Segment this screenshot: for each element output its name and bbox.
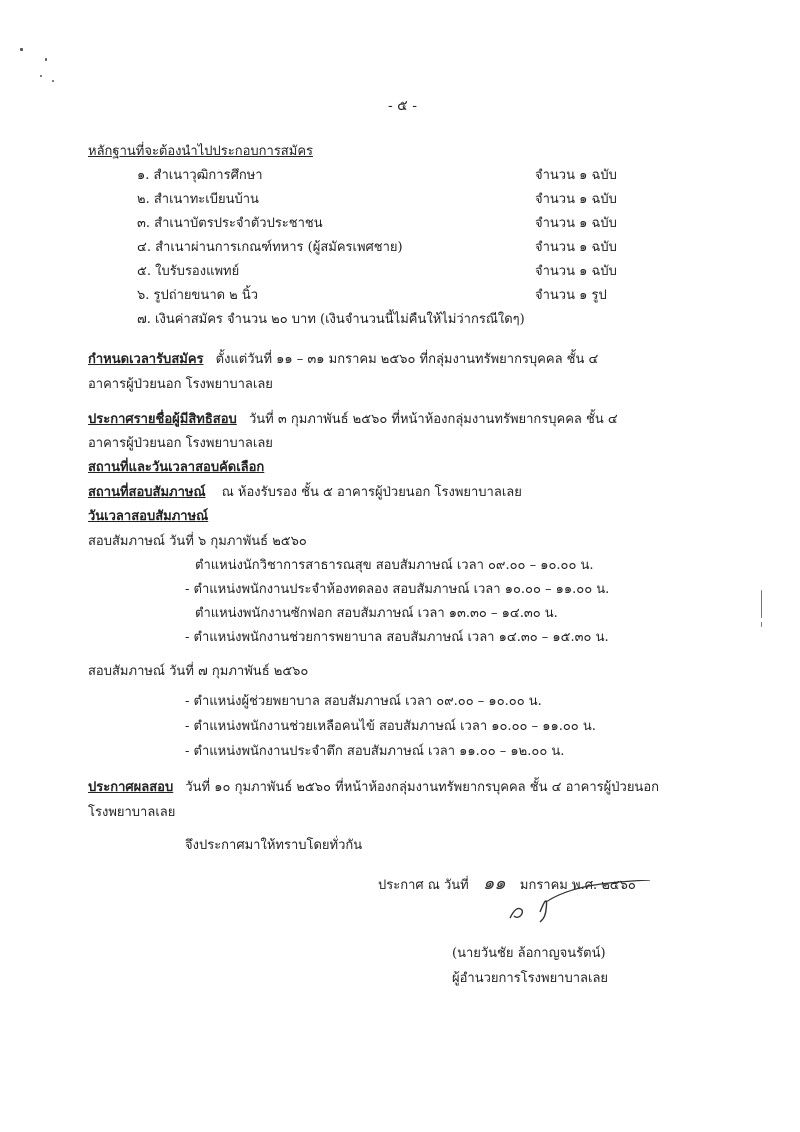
document-item-qty: จำนวน ๑ ฉบับ: [535, 192, 617, 207]
document-item-label: ๕. ใบรับรองแพทย์: [137, 264, 240, 279]
scan-speck: [20, 48, 23, 51]
scan-speck: [40, 75, 42, 77]
schedule-heading: วันเวลาสอบสัมภาษณ์: [88, 509, 209, 524]
date-prefix: ประกาศ ณ วันที่: [378, 878, 469, 893]
document-item-qty: จำนวน ๑ ฉบับ: [535, 240, 617, 255]
results-line2: โรงพยาบาลเลย: [88, 805, 176, 820]
day1-title: สอบสัมภาษณ์ วันที่ ๖ กุมภาพันธ์ ๒๕๖๐: [88, 534, 307, 549]
results-line1: วันที่ ๑๐ กุมภาพันธ์ ๒๕๖๐ ที่หน้าห้องกลุ่มงานทรัพยากรบุคคล ชั้น ๔ อาคารผู้ป่วยนอก: [185, 780, 660, 795]
results: [88, 776, 659, 797]
day2-item: - ตำแหน่งพนักงานประจำตึก สอบสัมภาษณ์ เวลา ๑๑.๐๐ – ๑๒.๐๐ น.: [185, 744, 565, 759]
day2-item: - ตำแหน่งพนักงานช่วยเหลือคนไข้ สอบสัมภาษณ์ เวลา ๑๐.๐๐ – ๑๑.๐๐ น.: [185, 719, 596, 734]
day1-item: ตำแหน่งนักวิชาการสาธารณสุข สอบสัมภาษณ์ เวลา ๐๙.๐๐ – ๑๐.๐๐ น.: [195, 558, 594, 573]
document-item-label: ๓. สำเนาบัตรประจำตัวประชาชน: [137, 216, 323, 231]
application-period-line2: อาคารผู้ป่วยนอก โรงพยาบาลเลย: [88, 377, 273, 392]
application-period: [88, 348, 598, 369]
eligible-list-heading: ประกาศรายชื่อผู้มีสิทธิสอบ: [88, 412, 237, 427]
document-item-label: ๗. เงินค่าสมัคร จำนวน ๒๐ บาท (เงินจำนวนนี้ไม่คืนให้ไม่ว่ากรณีใดๆ): [137, 312, 525, 327]
signature-scribble: [500, 880, 660, 930]
document-item-label: ๖. รูปถ่ายขนาด ๒ นิ้ว: [137, 288, 259, 303]
eligible-list-line1: วันที่ ๓ กุมภาพันธ์ ๒๕๖๐ ที่หน้าห้องกลุ่มงานทรัพยากรบุคคล ชั้น ๔: [248, 412, 618, 427]
eligible-list-line2: อาคารผู้ป่วยนอก โรงพยาบาลเลย: [88, 436, 273, 451]
venue: [88, 481, 522, 502]
scan-mark: [761, 590, 762, 618]
day1-item: - ตำแหน่งพนักงานช่วยการพยาบาล สอบสัมภาษณ์ เวลา ๑๔.๓๐ – ๑๕.๓๐ น.: [185, 630, 609, 645]
document-item-label: ๑. สำเนาวุฒิการศึกษา: [137, 168, 263, 183]
signer-name: (นายวันชัย ล้อกาญจนรัตน์): [452, 946, 606, 961]
day1-item: - ตำแหน่งพนักงานประจำห้องทดลอง สอบสัมภาษณ์ เวลา ๑๐.๐๐ – ๑๑.๐๐ น.: [185, 582, 610, 597]
document-item-qty: จำนวน ๑ รูป: [535, 288, 607, 303]
day1-item: ตำแหน่งพนักงานซักฟอก สอบสัมภาษณ์ เวลา ๑๓.๓๐ – ๑๔.๓๐ น.: [195, 606, 558, 621]
signer-title: ผู้อำนวยการโรงพยาบาลเลย: [452, 971, 609, 986]
day2-title: สอบสัมภาษณ์ วันที่ ๗ กุมภาพันธ์ ๒๕๖๐: [88, 664, 309, 679]
closing-statement: จึงประกาศมาให้ทราบโดยทั่วกัน: [185, 838, 363, 853]
date-suffix: มกราคม พ.ศ. ๒๕๖๐: [519, 878, 636, 893]
date-day-handwritten: ๑๑: [482, 873, 506, 894]
page-number: - ๕ -: [388, 98, 417, 114]
documents-heading: หลักฐานที่จะต้องนำไปประกอบการสมัคร: [88, 144, 313, 159]
application-period-line1: ตั้งแต่วันที่ ๑๑ – ๓๑ มกราคม ๒๕๖๐ ที่กลุ่มงานทรัพยากรบุคคล ชั้น ๔: [215, 352, 599, 367]
application-period-heading: กำหนดเวลารับสมัคร: [88, 352, 204, 367]
scan-speck: [45, 58, 47, 61]
document-item-label: ๔. สำเนาผ่านการเกณฑ์ทหาร (ผู้สมัครเพศชาย): [137, 240, 403, 255]
eligible-list: [88, 408, 618, 429]
venue-label: สถานที่สอบสัมภาษณ์: [88, 485, 206, 500]
document-item-qty: จำนวน ๑ ฉบับ: [535, 264, 617, 279]
document-item-qty: จำนวน ๑ ฉบับ: [535, 216, 617, 231]
document-item-label: ๒. สำเนาทะเบียนบ้าน: [137, 192, 259, 207]
scan-speck: [52, 80, 54, 82]
venue-heading: สถานที่และวันเวลาสอบคัดเลือก: [88, 460, 265, 475]
scan-mark: [761, 622, 762, 627]
day2-item: - ตำแหน่งผู้ช่วยพยาบาล สอบสัมภาษณ์ เวลา ๐๙.๐๐ – ๑๐.๐๐ น.: [185, 694, 542, 709]
document-item-qty: จำนวน ๑ ฉบับ: [535, 168, 617, 183]
venue-text: ณ ห้องรับรอง ชั้น ๕ อาคารผู้ป่วยนอก โรงพยาบาลเลย: [221, 485, 522, 500]
results-heading: ประกาศผลสอบ: [88, 780, 174, 795]
